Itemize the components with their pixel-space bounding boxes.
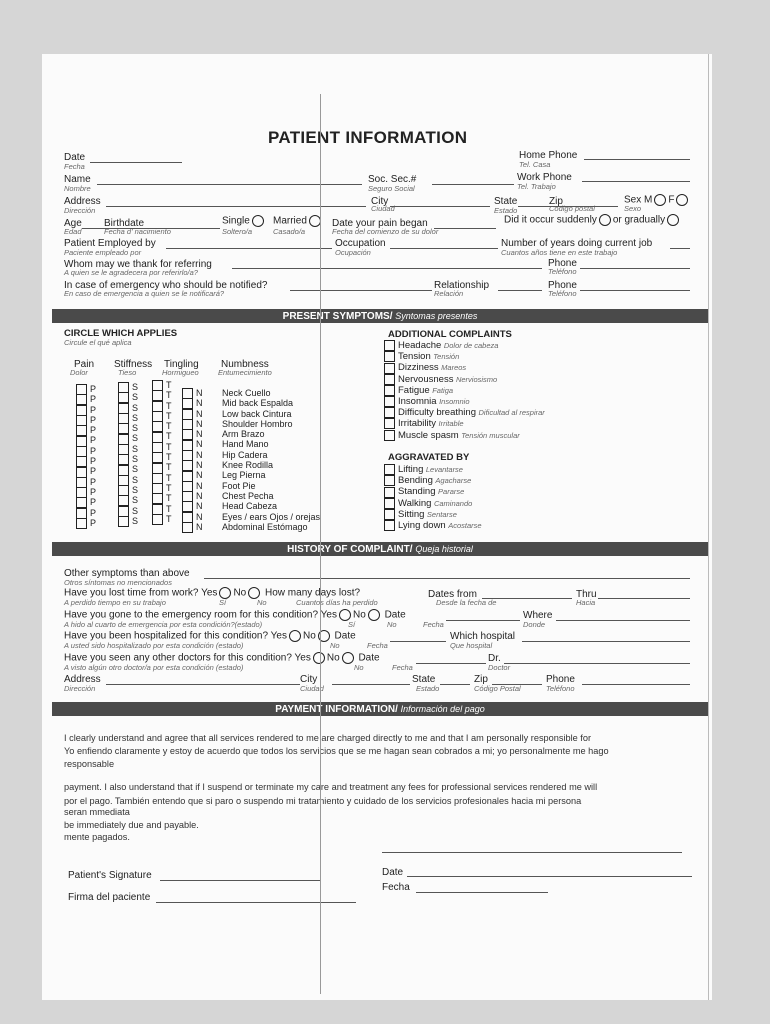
numbness-header-es: Entumecimiento xyxy=(218,368,272,377)
address-label-es: Dirección xyxy=(64,206,96,215)
additional-complaint-item[interactable]: Irritability Irritable xyxy=(384,418,545,429)
doctors-label-es: A visto algún otro doctor/a por esta condición (estado) xyxy=(64,663,244,672)
doctors-label: Have you seen any other doctors for this condition? Yes No Date xyxy=(64,652,380,664)
er-si: Sí xyxy=(348,620,356,629)
er-label: Have you gone to the emergency room for this condition? Yes No Date xyxy=(64,609,406,621)
tingling-checkbox[interactable]: T xyxy=(152,421,172,431)
additional-complaint-item[interactable]: Nervousness Nerviosismo xyxy=(384,374,545,385)
hist-address-label-es: Dirección xyxy=(64,684,96,693)
circle-applies-label: CIRCLE WHICH APPLIES xyxy=(64,328,178,339)
stiffness-checkbox[interactable]: S xyxy=(118,454,138,464)
form-page xyxy=(42,54,712,1000)
stiffness-checkbox[interactable]: S xyxy=(118,413,138,423)
aggravated-list xyxy=(384,464,482,531)
tingling-checkbox[interactable]: T xyxy=(152,514,172,524)
aggravated-by-item[interactable]: Standing Pararse xyxy=(384,486,482,497)
er-no-radio[interactable] xyxy=(368,609,380,621)
emergency-label-es: En caso de emergencia a quien se le notificará? xyxy=(64,289,225,298)
dates-from-field[interactable] xyxy=(482,598,572,599)
occupation-label-es: Ocupación xyxy=(335,248,371,257)
payment-fecha-field[interactable] xyxy=(416,892,548,893)
hist-zip-field[interactable] xyxy=(492,684,542,685)
pain-checkbox[interactable]: P xyxy=(76,394,96,404)
stiffness-checkbox[interactable]: S xyxy=(118,444,138,454)
date-field[interactable] xyxy=(90,162,182,163)
pain-checkbox[interactable]: P xyxy=(76,435,96,445)
tingling-checkbox[interactable]: T xyxy=(152,504,172,514)
additional-complaint-item[interactable]: Insomnia Insomnio xyxy=(384,396,545,407)
state-label-es: Estado xyxy=(494,206,518,215)
emergency-label: In case of emergency who should be notified? xyxy=(64,280,268,291)
tingling-checkbox[interactable]: T xyxy=(152,493,172,503)
city-label: City xyxy=(371,196,389,207)
hist-city-label-es: Ciudad xyxy=(300,684,324,693)
lost-no-es: No xyxy=(257,598,267,607)
zip-field[interactable] xyxy=(518,206,618,207)
numbness-checkbox[interactable]: N xyxy=(182,470,203,480)
body-part-label: Knee Rodilla xyxy=(222,460,274,471)
payment-line-6: seran mmediata xyxy=(64,807,130,817)
body-part-label: Abdominal Estómago xyxy=(222,521,308,532)
hosp-label: Have you been hospitalized for this condition? Yes No Date xyxy=(64,630,356,642)
signature-label: Patient's Signature xyxy=(68,870,152,881)
married-label: Married xyxy=(273,215,323,227)
circle-applies-label-es: Circule el qué aplica xyxy=(64,338,132,347)
hist-address-label: Address xyxy=(64,674,101,685)
hist-state-label-es: Estado xyxy=(416,684,440,693)
other-symptoms-label: Other symptoms than above xyxy=(64,568,190,579)
numbness-checkbox[interactable]: N xyxy=(182,429,203,439)
stiffness-checkbox[interactable]: S xyxy=(118,475,138,485)
body-part-label: Hand Mano xyxy=(222,439,269,450)
age-label: Age xyxy=(64,218,82,229)
additional-complaint-item[interactable]: Muscle spasm Tensión muscular xyxy=(384,430,545,441)
hist-address-field[interactable] xyxy=(106,684,300,685)
numbness-checkbox[interactable]: N xyxy=(182,450,203,460)
name-label-es: Nombre xyxy=(64,184,91,193)
name-label: Name xyxy=(64,174,91,185)
home-phone-label: Home Phone xyxy=(519,150,578,161)
body-part-label: Leg Pierna xyxy=(222,470,266,481)
tingling-column xyxy=(152,380,172,524)
numbness-checkbox[interactable]: N xyxy=(182,398,203,408)
er-date-field[interactable] xyxy=(446,620,520,621)
tingling-checkbox[interactable]: T xyxy=(152,473,172,483)
lost-si: Sí xyxy=(219,598,227,607)
dr-label-es: Doctor xyxy=(488,663,511,672)
pain-checkbox[interactable]: P xyxy=(76,405,96,415)
where-field[interactable] xyxy=(556,620,690,621)
employed-field[interactable] xyxy=(166,248,332,249)
dates-from-label: Dates from xyxy=(428,589,477,600)
city-label-es: Ciudad xyxy=(371,204,395,213)
occupation-field[interactable] xyxy=(390,248,498,249)
hist-phone-label-es: Teléfono xyxy=(546,684,575,693)
hist-city-field[interactable] xyxy=(332,684,410,685)
dr-field[interactable] xyxy=(504,663,690,664)
em-phone-label-es: Teléfono xyxy=(548,289,577,298)
lost-time-label: Have you lost time from work? Yes No How many days lost? xyxy=(64,587,361,599)
additional-complaint-item[interactable]: Headache Dolor de cabeza xyxy=(384,340,545,351)
sex-f-radio[interactable] xyxy=(676,194,688,206)
pain-column xyxy=(76,384,96,528)
which-hosp-label-es: Que hospital xyxy=(450,641,493,650)
which-hosp-field[interactable] xyxy=(522,641,690,642)
tingling-header: Tingling xyxy=(164,359,199,370)
body-part-label: Arm Brazo xyxy=(222,429,265,440)
pain-checkbox[interactable]: P xyxy=(76,415,96,425)
ref-phone-label: Phone xyxy=(548,258,577,269)
aggravated-by-item[interactable]: Walking Caminando xyxy=(384,498,482,509)
referring-label-es: A quien se le agradecera por referirlo/a? xyxy=(64,268,198,277)
er-label-es: A hido al cuarto de emergencia por esta condición?(estado) xyxy=(64,620,263,629)
how-many-es: Cuantos días ha perdido xyxy=(296,598,378,607)
dates-from-label-es: Desde la fecha de xyxy=(436,598,497,607)
home-phone-label-es: Tel. Casa xyxy=(519,160,551,169)
hist-state-label: State xyxy=(412,674,436,685)
page-title: PATIENT INFORMATION xyxy=(268,128,468,147)
stiffness-checkbox[interactable]: S xyxy=(118,464,138,474)
additional-complaint-item[interactable]: Dizziness Mareos xyxy=(384,362,545,373)
doctors-no-es: No xyxy=(354,663,364,672)
signature-field[interactable] xyxy=(160,880,320,881)
body-part-label: Head Cabeza xyxy=(222,501,278,512)
sex-label: Sex M F xyxy=(624,194,690,206)
stiffness-checkbox[interactable]: S xyxy=(118,506,138,516)
tingling-checkbox[interactable]: T xyxy=(152,401,172,411)
thru-label: Thru xyxy=(576,589,597,600)
birthdate-field[interactable] xyxy=(82,228,220,229)
occupation-label: Occupation xyxy=(335,238,386,249)
body-part-label: Mid back Espalda xyxy=(222,398,294,409)
additional-title: ADDITIONAL COMPLAINTS xyxy=(388,329,512,340)
numbness-checkbox[interactable]: N xyxy=(182,439,203,449)
stiffness-header-es: Tieso xyxy=(118,368,137,377)
referring-field[interactable] xyxy=(232,268,542,269)
hosp-fecha: Fecha xyxy=(367,641,388,650)
stiffness-column xyxy=(118,382,138,526)
body-parts-column xyxy=(222,388,320,532)
tingling-checkbox[interactable]: T xyxy=(152,431,172,441)
onset-label: Did it occur suddenly or gradually xyxy=(504,214,681,226)
hist-zip-label-es: Código Postal xyxy=(474,684,521,693)
body-part-label: Neck Cuello xyxy=(222,388,271,398)
work-phone-label-es: Tel. Trabajo xyxy=(517,182,556,191)
doctors-no-radio[interactable] xyxy=(342,652,354,664)
hosp-no-es: No xyxy=(330,641,340,650)
numbness-checkbox[interactable]: N xyxy=(182,409,203,419)
additional-complaint-item[interactable]: Fatigue Fatiga xyxy=(384,385,545,396)
sudden-radio[interactable] xyxy=(599,214,611,226)
work-phone-field[interactable] xyxy=(582,181,690,182)
numbness-checkbox[interactable]: N xyxy=(182,419,203,429)
married-label-es: Casado/a xyxy=(273,227,306,236)
payment-date-label: Date xyxy=(382,867,404,878)
numbness-header: Numbness xyxy=(221,359,269,370)
date-label-es: Fecha xyxy=(64,162,85,171)
tingling-checkbox[interactable]: T xyxy=(152,462,172,472)
ref-phone-field[interactable] xyxy=(580,268,690,269)
relationship-label: Relationship xyxy=(434,280,490,291)
employed-label: Patient Employed by xyxy=(64,238,156,249)
tingling-checkbox[interactable]: T xyxy=(152,452,172,462)
er-fecha: Fecha xyxy=(423,620,444,629)
numbness-checkbox[interactable]: N xyxy=(182,460,203,470)
numbness-checkbox[interactable]: N xyxy=(182,522,203,532)
body-part-label: Low back Cintura xyxy=(222,408,292,419)
numbness-checkbox[interactable]: N xyxy=(182,501,203,511)
numbness-checkbox[interactable]: N xyxy=(182,491,203,501)
em-phone-label: Phone xyxy=(548,280,577,291)
pain-checkbox[interactable]: P xyxy=(76,466,96,476)
date-label: Date xyxy=(64,152,86,163)
numbness-checkbox[interactable]: N xyxy=(182,388,203,398)
stiffness-checkbox[interactable]: S xyxy=(118,392,138,402)
soc-sec-label-es: Seguro Social xyxy=(368,184,415,193)
hist-city-label: City xyxy=(300,674,318,685)
which-hosp-label: Which hospital xyxy=(450,631,516,642)
date-pain-label: Date your pain began xyxy=(332,218,428,229)
aggravated-by-item[interactable]: Bending Agacharse xyxy=(384,475,482,486)
name-field[interactable] xyxy=(97,184,362,185)
years-job-label-es: Cuantos años tiene en este trabajo xyxy=(501,248,618,257)
address-field[interactable] xyxy=(106,206,366,207)
em-phone-field[interactable] xyxy=(580,290,690,291)
pain-checkbox[interactable]: P xyxy=(76,456,96,466)
stiffness-checkbox[interactable]: S xyxy=(118,403,138,413)
payment-line-2: Yo enfiendo claramente y estoy de acuerdo que todos los servicios que se me hagan sean cobrados a mi; yo personalmente me hago xyxy=(64,746,609,756)
numbness-checkbox[interactable]: N xyxy=(182,512,203,522)
tingling-checkbox[interactable]: T xyxy=(152,483,172,493)
hist-zip-label: Zip xyxy=(474,674,488,685)
tingling-checkbox[interactable]: T xyxy=(152,411,172,421)
stiffness-checkbox[interactable]: S xyxy=(118,423,138,433)
tingling-checkbox[interactable]: T xyxy=(152,442,172,452)
payment-line-1: I clearly understand and agree that all services rendered to me are charged directly to me and that I am personally responsible for xyxy=(64,733,592,743)
soc-sec-label: Soc. Sec.# xyxy=(368,174,417,185)
page-edge xyxy=(708,54,709,1000)
body-part-label: Eyes / ears Ojos / orejas xyxy=(222,511,321,522)
payment-line-5: por el pago. También entendo que si paro o suspendo mi tratamiento y cuidado de los servicios profesionales hacia mi persona xyxy=(64,796,582,806)
numbness-checkbox[interactable]: N xyxy=(182,481,203,491)
lost-time-label-es: A perdido tiempo en su trabajo xyxy=(64,598,166,607)
pain-checkbox[interactable]: P xyxy=(76,487,96,497)
single-label-es: Soltero/a xyxy=(222,227,253,236)
hist-phone-field[interactable] xyxy=(582,684,690,685)
pain-checkbox[interactable]: P xyxy=(76,508,96,518)
aggravated-by-item[interactable]: Lying down Acostarse xyxy=(384,520,482,531)
aggravated-title: AGGRAVATED BY xyxy=(388,452,470,463)
dr-label: Dr. xyxy=(488,653,501,664)
pain-checkbox[interactable]: P xyxy=(76,518,96,528)
years-job-field[interactable] xyxy=(670,248,690,249)
doctors-yes-radio[interactable] xyxy=(313,652,325,664)
body-part-label: Foot Pie xyxy=(222,480,256,491)
present-symptoms-bar: PRESENT SYMPTOMS/ Syntomas presentes xyxy=(52,309,708,323)
stiffness-checkbox[interactable]: S xyxy=(118,495,138,505)
stiffness-checkbox[interactable]: S xyxy=(118,433,138,443)
aggravated-by-item[interactable]: Lifting Levantarse xyxy=(384,464,482,475)
additional-complaint-item[interactable]: Tension Tensión xyxy=(384,351,545,362)
hosp-label-es: A usted sido hospitalizado por esta condición (estado) xyxy=(64,641,244,650)
aggravated-by-item[interactable]: Sitting Sentarse xyxy=(384,509,482,520)
emergency-field[interactable] xyxy=(290,290,432,291)
pain-checkbox[interactable]: P xyxy=(76,425,96,435)
ref-phone-label-es: Teléfono xyxy=(548,267,577,276)
pain-header: Pain xyxy=(74,359,95,370)
top-rule xyxy=(382,852,682,853)
body-part-label: Chest Pecha xyxy=(222,490,274,501)
years-job-label: Number of years doing current job xyxy=(501,238,653,249)
employed-label-es: Paciente empleado por xyxy=(64,248,142,257)
stiffness-checkbox[interactable]: S xyxy=(118,382,138,392)
tingling-checkbox[interactable]: T xyxy=(152,390,172,400)
hosp-yes-radio[interactable] xyxy=(289,630,301,642)
signature-es-field[interactable] xyxy=(156,902,356,903)
history-bar: HISTORY OF COMPLAINT/ Queja historial xyxy=(52,542,708,556)
payment-line-8: mente pagados. xyxy=(64,832,130,842)
relationship-field[interactable] xyxy=(498,290,542,291)
hosp-date-field[interactable] xyxy=(390,641,446,642)
thru-label-es: Hacia xyxy=(576,598,596,607)
tingling-header-es: Hormigueo xyxy=(162,368,199,377)
birthdate-label-es: Fecha d' nacimiento xyxy=(104,227,171,236)
er-no-es: No xyxy=(387,620,397,629)
pain-checkbox[interactable]: P xyxy=(76,477,96,487)
zip-label-es: Codigo postal xyxy=(549,204,595,213)
hist-phone-label: Phone xyxy=(546,674,575,685)
additional-list xyxy=(384,340,545,441)
tingling-checkbox[interactable]: T xyxy=(152,380,172,390)
payment-line-4: payment. I also understand that if I suspend or terminate my care and treatment any fees for professional services rendered me will xyxy=(64,782,598,792)
fold-line xyxy=(320,94,321,994)
thru-field[interactable] xyxy=(598,598,690,599)
relationship-label-es: Relación xyxy=(434,289,464,298)
soc-sec-field[interactable] xyxy=(432,184,514,185)
work-phone-label: Work Phone xyxy=(517,172,572,183)
payment-bar: PAYMENT INFORMATION/ Información del pago xyxy=(52,702,708,716)
address-label: Address xyxy=(64,196,101,207)
payment-line-7: be immediately due and payable. xyxy=(64,820,199,830)
stiffness-header: Stiffness xyxy=(114,359,153,370)
other-symptoms-label-es: Otros síntomas no mencionados xyxy=(64,578,172,587)
sex-m-radio[interactable] xyxy=(654,194,666,206)
single-radio[interactable] xyxy=(252,215,264,227)
doctors-fecha: Fecha xyxy=(392,663,413,672)
city-field[interactable] xyxy=(390,206,490,207)
other-symptoms-field[interactable] xyxy=(204,578,690,579)
age-label-es: Edad xyxy=(64,227,82,236)
signature-label-es: Firma del paciente xyxy=(68,892,151,903)
gradual-radio[interactable] xyxy=(667,214,679,226)
birthdate-label: Birthdate xyxy=(104,218,145,229)
payment-line-3: responsable xyxy=(64,759,115,769)
pain-checkbox[interactable]: P xyxy=(76,446,96,456)
pain-checkbox[interactable]: P xyxy=(76,384,96,394)
stiffness-checkbox[interactable]: S xyxy=(118,485,138,495)
additional-complaint-item[interactable]: Difficulty breathing Dificultad al respirar xyxy=(384,407,545,418)
date-pain-field[interactable] xyxy=(434,228,496,229)
home-phone-field[interactable] xyxy=(584,159,690,160)
pain-header-es: Dolor xyxy=(70,368,88,377)
doctors-date-field[interactable] xyxy=(416,663,486,664)
body-part-label: Hip Cadera xyxy=(222,449,268,460)
payment-fecha-label: Fecha xyxy=(382,882,410,893)
where-label: Where xyxy=(523,610,553,621)
zip-label: Zip xyxy=(549,196,563,207)
body-part-label: Shoulder Hombro xyxy=(222,418,293,429)
single-label: Single xyxy=(222,215,266,227)
date-pain-label-es: Fecha del comienzo de su dolor xyxy=(332,227,439,236)
numbness-column xyxy=(182,388,203,532)
pain-checkbox[interactable]: P xyxy=(76,497,96,507)
state-label: State xyxy=(494,196,518,207)
where-label-es: Donde xyxy=(523,620,546,629)
referring-label: Whom may we thank for referring xyxy=(64,259,212,270)
stiffness-checkbox[interactable]: S xyxy=(118,516,138,526)
hist-state-field[interactable] xyxy=(440,684,470,685)
sex-label-es: Sexo xyxy=(624,204,642,213)
payment-date-field[interactable] xyxy=(407,876,692,877)
